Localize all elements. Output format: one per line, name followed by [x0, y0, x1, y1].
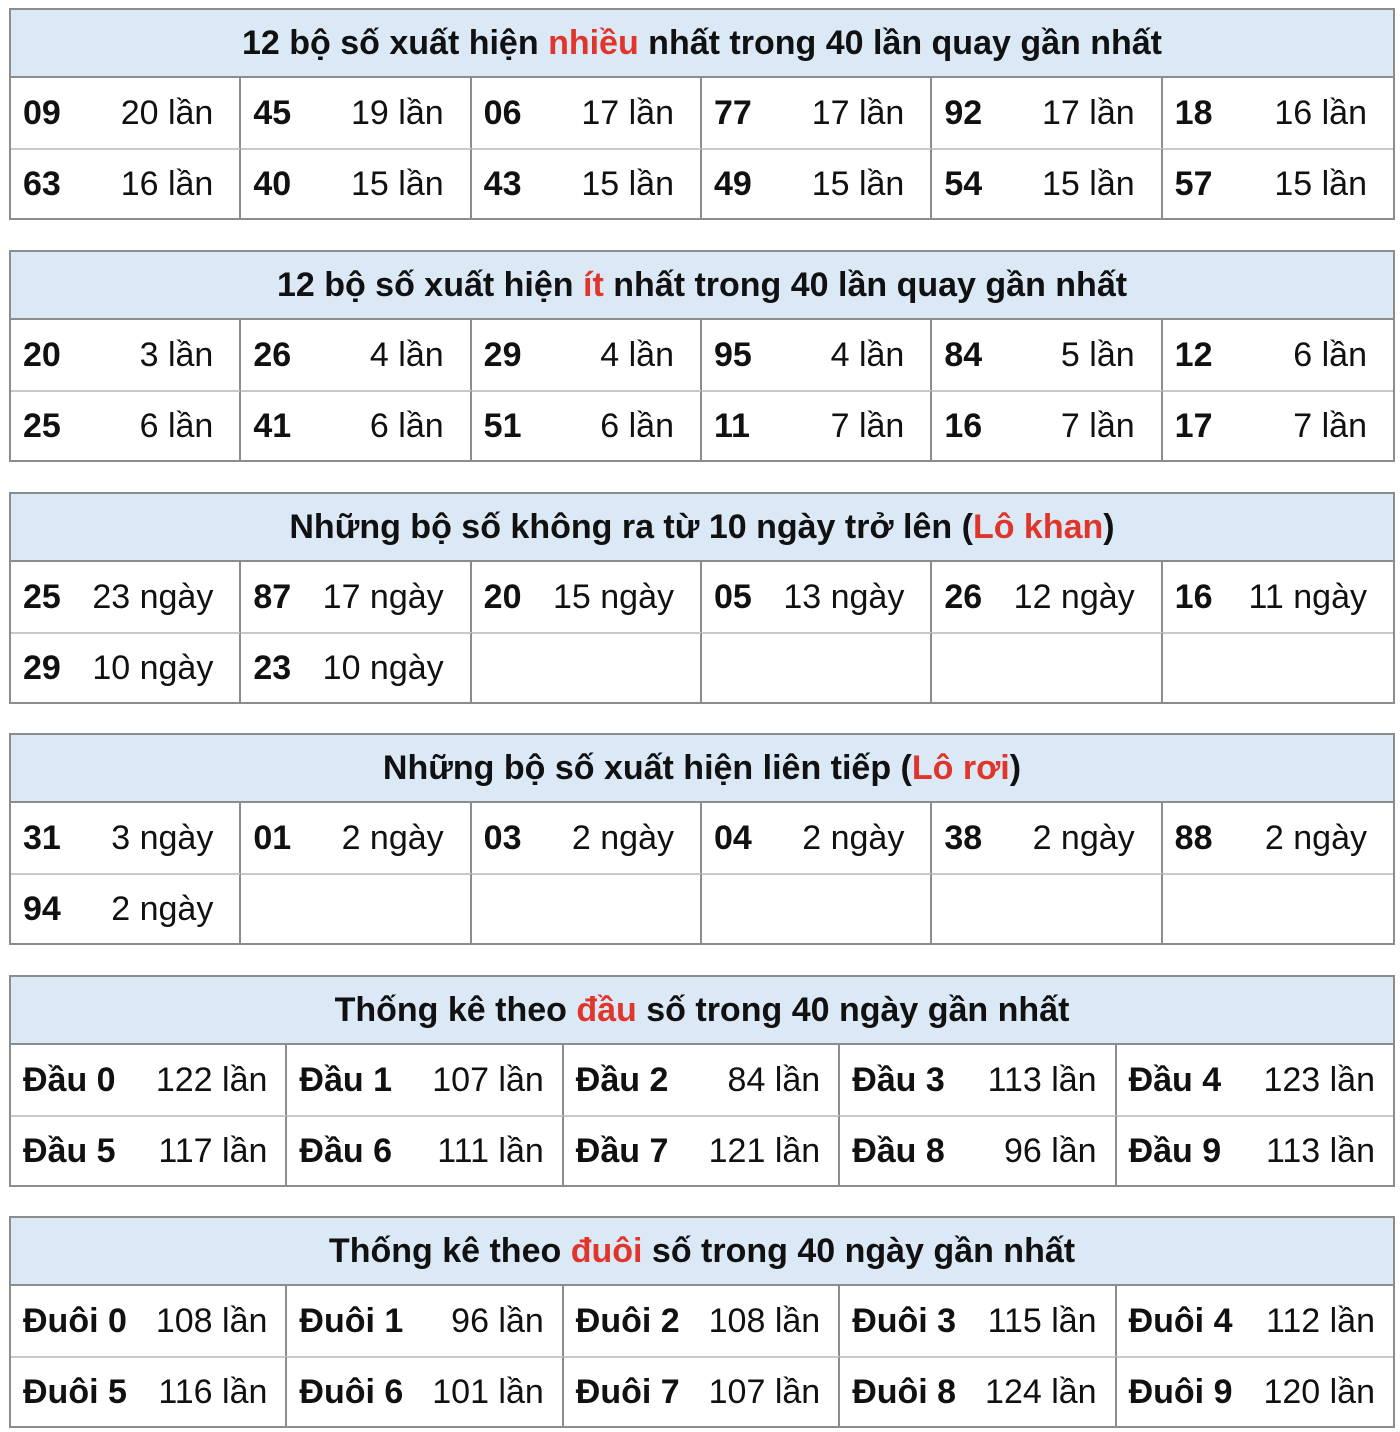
stat-number: 04 [713, 818, 752, 857]
section-title [11, 252, 1393, 320]
stat-count: 116 lần [158, 1372, 268, 1411]
stat-number: Đầu 4 [1128, 1060, 1222, 1099]
stat-count: 16 lần [120, 164, 214, 203]
stat-count: 13 ngày [783, 577, 905, 616]
stat-count: 4 lần [600, 335, 674, 374]
stat-cell [840, 1356, 1116, 1426]
title-highlight: Lô khan [972, 507, 1104, 546]
stat-cell [932, 390, 1162, 460]
stat-count: 7 lần [1293, 406, 1367, 445]
stat-cell [1117, 1115, 1393, 1185]
stat-count: 117 lần [158, 1131, 268, 1170]
stat-cell [241, 562, 471, 632]
stat-cell [472, 390, 702, 460]
stat-number: 31 [23, 818, 61, 857]
stat-number: 38 [944, 818, 983, 857]
stat-count: 123 lần [1263, 1060, 1375, 1099]
stat-cell [564, 1286, 840, 1356]
stat-number: Đuôi 6 [299, 1372, 404, 1411]
stat-number: 20 [483, 577, 522, 616]
stat-number: Đầu 9 [1128, 1131, 1222, 1170]
stat-count: 2 ngày [571, 818, 674, 857]
section-title [11, 1218, 1393, 1286]
stat-cell [11, 390, 241, 460]
stat-count: 113 lần [1265, 1131, 1375, 1170]
stat-count: 15 lần [1274, 164, 1367, 203]
stat-count: 2 ngày [1032, 818, 1135, 857]
title-highlight: ít [583, 265, 604, 304]
stat-number: 49 [713, 164, 752, 203]
stat-count: 108 lần [155, 1301, 268, 1340]
stat-count: 17 lần [1042, 93, 1135, 132]
stat-count: 5 lần [1060, 335, 1135, 374]
title-prefix: Những bộ số xuất hiện liên tiếp ( [382, 748, 912, 787]
stat-cell [702, 390, 932, 460]
title-prefix: Thống kê theo [328, 1231, 571, 1270]
stat-number: Đầu 0 [23, 1060, 116, 1099]
stat-cell [840, 1045, 1116, 1115]
stat-number: 11 [713, 406, 750, 445]
stat-number: 23 [253, 648, 292, 687]
stat-number: Đầu 2 [575, 1060, 669, 1099]
stat-number: 09 [23, 93, 61, 132]
stat-number: 06 [483, 93, 522, 132]
title-highlight: nhiều [548, 23, 639, 62]
stat-grid [11, 803, 1393, 943]
stat-cell [702, 632, 932, 702]
stat-count: 7 lần [1060, 406, 1135, 445]
stat-number: 94 [23, 889, 61, 928]
stat-cell [11, 562, 241, 632]
stat-count: 17 lần [811, 93, 905, 132]
stat-number: Đuôi 0 [23, 1301, 127, 1340]
stat-cell [564, 1356, 840, 1426]
stat-number: Đầu 8 [852, 1131, 945, 1170]
stat-cell [932, 632, 1162, 702]
stat-cell [1163, 148, 1393, 218]
stat-count: 6 lần [139, 406, 214, 445]
stat-grid [11, 78, 1393, 218]
stat-number: Đuôi 8 [852, 1372, 957, 1411]
stat-count: 6 lần [1293, 335, 1367, 374]
head-digit-table [9, 975, 1395, 1187]
stat-count: 2 ngày [802, 818, 905, 857]
stat-count: 124 lần [985, 1372, 1097, 1411]
stat-number: Đầu 3 [852, 1060, 945, 1099]
stat-cell [1117, 1356, 1393, 1426]
stat-cell [241, 803, 471, 873]
stat-cell [1117, 1045, 1393, 1115]
stat-count: 3 ngày [111, 818, 214, 857]
stat-cell [241, 632, 471, 702]
title-suffix: nhất trong 40 lần quay gần nhất [638, 23, 1162, 62]
stat-count: 6 lần [369, 406, 444, 445]
section-title [11, 977, 1393, 1045]
stat-count: 111 lần [437, 1131, 544, 1170]
stat-count: 3 lần [139, 335, 214, 374]
stat-count: 2 ngày [341, 818, 444, 857]
stat-number: Đuôi 9 [1128, 1372, 1233, 1411]
stat-count: 120 lần [1263, 1372, 1375, 1411]
stat-cell [241, 390, 471, 460]
stat-cell [932, 803, 1162, 873]
stat-number: 18 [1174, 93, 1213, 132]
stat-cell [1117, 1286, 1393, 1356]
stat-count: 107 lần [432, 1060, 544, 1099]
stat-number: 26 [944, 577, 983, 616]
stat-number: 29 [483, 335, 522, 374]
stat-cell [11, 320, 241, 390]
stat-cell [702, 562, 932, 632]
stat-number: 03 [483, 818, 522, 857]
stat-cell [11, 1115, 287, 1185]
stat-number: 63 [23, 164, 61, 203]
stat-grid [11, 1286, 1393, 1426]
stat-cell [1163, 78, 1393, 148]
stat-number: 45 [253, 93, 292, 132]
stat-number: Đuôi 3 [852, 1301, 957, 1340]
stat-number: 26 [253, 335, 292, 374]
stat-number: Đuôi 5 [23, 1372, 127, 1411]
stat-cell [932, 562, 1162, 632]
stat-cell [11, 1356, 287, 1426]
section-title [11, 494, 1393, 562]
stat-cell [11, 148, 241, 218]
stat-count: 7 lần [830, 406, 905, 445]
stat-count: 107 lần [708, 1372, 821, 1411]
title-suffix: số trong 40 ngày gần nhất [636, 990, 1070, 1029]
title-suffix: ) [1009, 748, 1022, 787]
stat-cell [840, 1115, 1116, 1185]
stat-number: 54 [944, 164, 983, 203]
stat-count: 108 lần [708, 1301, 821, 1340]
stat-number: 25 [23, 406, 61, 445]
stat-cell [11, 632, 241, 702]
stat-cell [472, 320, 702, 390]
stat-cell [287, 1045, 563, 1115]
stat-cell [11, 873, 241, 943]
stat-count: 15 lần [581, 164, 674, 203]
stat-number: 84 [944, 335, 983, 374]
stat-cell [241, 78, 471, 148]
stat-cell [241, 873, 471, 943]
stat-cell [932, 320, 1162, 390]
stat-cell [472, 803, 702, 873]
tail-digit-table [9, 1216, 1395, 1428]
stat-count: 17 lần [581, 93, 674, 132]
title-prefix: 12 bộ số xuất hiện [241, 23, 549, 62]
stat-cell [241, 320, 471, 390]
title-suffix: số trong 40 ngày gần nhất [642, 1231, 1076, 1270]
most-frequent-table [9, 8, 1395, 220]
stat-cell [472, 873, 702, 943]
stat-cell [1163, 632, 1393, 702]
stat-number: Đuôi 2 [575, 1301, 680, 1340]
stat-count: 11 ngày [1248, 577, 1367, 616]
stat-cell [287, 1356, 563, 1426]
stat-count: 112 lần [1265, 1301, 1375, 1340]
title-prefix: Thống kê theo [334, 990, 577, 1029]
stat-number: 88 [1174, 818, 1213, 857]
stat-grid [11, 562, 1393, 702]
stat-number: 16 [1174, 577, 1213, 616]
stat-count: 84 lần [727, 1060, 821, 1099]
stat-cell [1163, 803, 1393, 873]
stat-grid [11, 1045, 1393, 1185]
stat-cell [11, 78, 241, 148]
stat-cell [702, 873, 932, 943]
stat-grid [11, 320, 1393, 460]
title-prefix: 12 bộ số xuất hiện [276, 265, 584, 304]
lo-khan-table [9, 492, 1395, 704]
stat-number: 05 [713, 577, 752, 616]
stat-number: 16 [944, 406, 983, 445]
stat-cell [564, 1115, 840, 1185]
stat-number: Đầu 6 [299, 1131, 392, 1170]
stat-cell [932, 873, 1162, 943]
stat-cell [472, 632, 702, 702]
stat-cell [11, 1045, 287, 1115]
stat-count: 19 lần [351, 93, 444, 132]
stat-count: 16 lần [1274, 93, 1367, 132]
section-title [11, 10, 1393, 78]
stat-number: 87 [253, 577, 292, 616]
lo-roi-table [9, 733, 1395, 945]
stat-cell [1163, 320, 1393, 390]
stat-count: 23 ngày [92, 577, 214, 616]
stat-cell [11, 1286, 287, 1356]
stat-count: 15 lần [811, 164, 905, 203]
stat-cell [1163, 562, 1393, 632]
stat-cell [241, 148, 471, 218]
stat-count: 121 lần [708, 1131, 821, 1170]
least-frequent-table [9, 250, 1395, 462]
stat-count: 10 ngày [92, 648, 214, 687]
stat-number: Đuôi 7 [575, 1372, 680, 1411]
stat-count: 4 lần [369, 335, 444, 374]
stat-number: 57 [1174, 164, 1213, 203]
title-suffix: ) [1103, 507, 1115, 546]
stat-cell [702, 148, 932, 218]
stat-count: 6 lần [600, 406, 674, 445]
title-highlight: đuôi [570, 1231, 643, 1270]
stat-cell [472, 148, 702, 218]
stat-number: Đuôi 4 [1128, 1301, 1233, 1340]
stat-number: Đầu 5 [23, 1131, 116, 1170]
stat-count: 96 lần [1003, 1131, 1097, 1170]
stat-cell [932, 78, 1162, 148]
stat-count: 17 ngày [322, 577, 444, 616]
title-prefix: Những bộ số không ra từ 10 ngày trở lên ( [289, 507, 973, 546]
stat-number: 29 [23, 648, 61, 687]
stat-number: Đầu 7 [575, 1131, 669, 1170]
stat-count: 20 lần [120, 93, 214, 132]
stat-count: 96 lần [451, 1301, 544, 1340]
section-title [11, 735, 1393, 803]
stat-count: 2 ngày [111, 889, 214, 928]
stat-count: 122 lần [155, 1060, 268, 1099]
stat-count: 15 ngày [552, 577, 674, 616]
stat-number: 77 [713, 93, 752, 132]
stat-cell [932, 148, 1162, 218]
stat-cell [840, 1286, 1116, 1356]
stat-cell [472, 562, 702, 632]
stat-number: Đuôi 1 [299, 1301, 404, 1340]
stat-count: 12 ngày [1013, 577, 1135, 616]
stat-count: 4 lần [830, 335, 905, 374]
stat-count: 15 lần [351, 164, 444, 203]
stat-count: 115 lần [987, 1301, 1097, 1340]
stat-number: 40 [253, 164, 292, 203]
stat-number: 25 [23, 577, 61, 616]
stat-number: 51 [483, 406, 522, 445]
stat-number: 20 [23, 335, 61, 374]
title-highlight: Lô rơi [911, 748, 1010, 787]
stat-cell [472, 78, 702, 148]
stat-count: 10 ngày [322, 648, 444, 687]
stat-cell [11, 803, 241, 873]
stat-cell [702, 803, 932, 873]
stat-count: 2 ngày [1264, 818, 1367, 857]
stat-cell [564, 1045, 840, 1115]
stat-count: 15 lần [1042, 164, 1135, 203]
stat-number: 17 [1174, 406, 1213, 445]
stat-cell [702, 320, 932, 390]
stat-number: 92 [944, 93, 983, 132]
title-suffix: nhất trong 40 lần quay gần nhất [603, 265, 1128, 304]
stat-cell [287, 1115, 563, 1185]
stat-number: 41 [253, 406, 292, 445]
stat-count: 101 lần [432, 1372, 544, 1411]
stat-number: 43 [483, 164, 522, 203]
stat-number: Đầu 1 [299, 1060, 392, 1099]
stat-number: 01 [253, 818, 292, 857]
stat-count: 113 lần [987, 1060, 1097, 1099]
stat-cell [702, 78, 932, 148]
stat-cell [287, 1286, 563, 1356]
stat-number: 95 [713, 335, 752, 374]
stat-number: 12 [1174, 335, 1213, 374]
stat-cell [1163, 873, 1393, 943]
stat-cell [1163, 390, 1393, 460]
title-highlight: đầu [576, 990, 637, 1029]
